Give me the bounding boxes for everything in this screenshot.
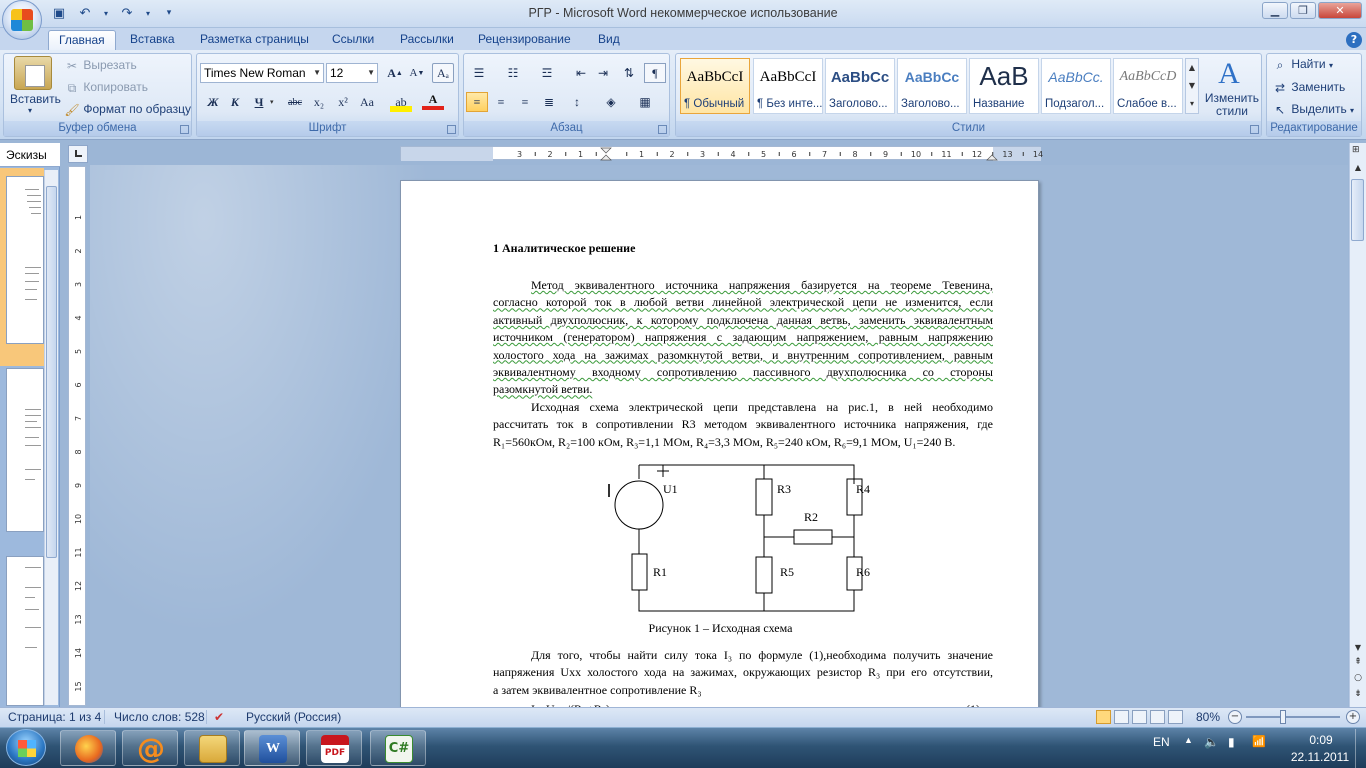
align-left-icon[interactable]: ≡ [466, 92, 488, 112]
page-thumbnail-3[interactable] [6, 556, 44, 706]
label-r5: R5 [780, 565, 795, 579]
circuit-diagram [601, 461, 871, 617]
ruler-ticks [69, 167, 87, 707]
view-buttons [1096, 710, 1188, 724]
resistor-r5 [756, 557, 772, 593]
thumbnails-scrollbar[interactable] [44, 170, 58, 705]
ruler-number: 13 [1002, 150, 1013, 159]
tab-page-layout[interactable]: Разметка страницы [200, 32, 309, 46]
text-line: Метод эквивалентного источника напряжения базируется на теореме Тевенина, [531, 278, 993, 292]
find-button[interactable] [1272, 57, 1333, 73]
style-label: Слабое в... [1117, 98, 1177, 110]
ruler-ticks [401, 147, 1044, 161]
ruler-number: 8 [852, 150, 858, 159]
taskbar-csharp[interactable] [370, 730, 426, 766]
style-label: Заголово... [829, 98, 888, 110]
ruler-tick [596, 152, 597, 156]
tab-references[interactable]: Ссылки [332, 32, 375, 46]
ruler-number: 5 [760, 150, 767, 159]
label-r6: R6 [855, 565, 870, 579]
align-center-icon[interactable]: ≡ [497, 94, 505, 109]
numbering-icon[interactable]: ☷ [507, 65, 519, 80]
ruler-number: 15 [74, 681, 83, 692]
chevron-down-icon: ▾ [1328, 61, 1333, 71]
ruler-tick [901, 152, 902, 156]
cursor-icon: ↖ [1274, 103, 1286, 117]
keyboard-language[interactable]: EN [1153, 735, 1170, 749]
minimize-button[interactable]: ▁ [1262, 2, 1288, 19]
start-button[interactable] [6, 729, 46, 766]
justify-icon[interactable]: ≣ [543, 94, 555, 109]
page-thumbnail-1[interactable] [6, 176, 44, 344]
taskbar-firefox[interactable] [60, 730, 116, 766]
browse-object-icon[interactable]: ○ [1354, 673, 1362, 683]
undo-icon[interactable]: ↶ [79, 5, 91, 21]
superscript-button[interactable]: x² [338, 94, 348, 109]
redo-dropdown-icon[interactable]: ▾ [145, 8, 150, 18]
taskbar-mail[interactable] [122, 730, 178, 766]
voltage-source-u1 [615, 481, 663, 529]
text-line: напряжения Uхх холостого хода на зажимах, окружающих резистор R₃ при его отсутствии, [493, 665, 993, 680]
tab-review[interactable]: Рецензирование [478, 32, 571, 46]
font-name-combo[interactable] [200, 63, 324, 83]
close-button[interactable]: ✕ [1318, 2, 1362, 19]
zoom-slider-thumb[interactable] [1280, 710, 1286, 724]
style-preview: AaB [979, 61, 1029, 91]
style-subtitle[interactable] [1041, 58, 1111, 114]
increase-indent-icon[interactable]: ⇥ [597, 65, 609, 80]
copy-button[interactable] [64, 80, 148, 96]
ruler-number: 11 [74, 547, 83, 558]
ruler-number: 6 [791, 150, 797, 159]
select-label: Выделить [1291, 102, 1347, 117]
window-title: РГР - Microsoft Word некоммерческое использование [528, 6, 838, 20]
paste-dropdown-icon[interactable]: ▾ [28, 106, 33, 115]
text-line: согласно которой ток в любой ветви линейной электрической цепи не изменится, если [493, 295, 993, 310]
resistor-r3 [756, 479, 772, 515]
paste-button[interactable]: Вставить [10, 92, 61, 106]
ruler-number: 7 [74, 415, 83, 422]
replace-label: Заменить [1291, 80, 1346, 95]
tab-view[interactable]: Вид [598, 32, 620, 46]
text-line: Исходная схема электрической цепи представлена на рис.1, в ней необходимо [531, 400, 993, 414]
outline-icon[interactable] [1150, 710, 1165, 724]
zoom-out-icon[interactable]: − [1228, 710, 1242, 724]
copy-label: Копировать [83, 80, 148, 95]
zoom-in-icon[interactable]: + [1346, 710, 1360, 724]
tab-insert[interactable]: Вставка [130, 32, 175, 46]
clipboard-group-label: Буфер обмена [4, 121, 191, 136]
ruler-number: 3 [516, 150, 523, 159]
pdf-icon: PDF [321, 735, 349, 763]
style-preview: AaBbCcD [1119, 69, 1177, 84]
text-line: R₁=560кОм, R₂=100 кОм, R₃=1,1 МОм, R₄=3,3 МОм, R₅=240 кОм, R₆=9,1 МОм, U₁=240 В. [493, 434, 956, 449]
find-label: Найти [1291, 57, 1326, 72]
style-heading-2[interactable] [897, 58, 967, 114]
taskbar-word[interactable] [244, 730, 300, 766]
ruler-tick [840, 152, 841, 156]
ruler-number: 10 [74, 513, 83, 525]
ruler-number: 1 [638, 150, 645, 159]
underline-dropdown-icon[interactable]: ▾ [270, 98, 274, 106]
italic-button[interactable]: К [230, 94, 240, 109]
copy-icon: ⧉ [67, 81, 77, 95]
paragraph-3 [493, 647, 993, 699]
styles-scroll[interactable]: ▲ ▼ ▾ [1185, 58, 1199, 114]
binoculars-icon: ⌕ [1276, 58, 1284, 72]
ruler-number: 5 [74, 348, 83, 355]
ruler-number: 13 [74, 614, 83, 625]
document-page[interactable] [400, 180, 1039, 710]
language-indicator[interactable]: Русский (Россия) [246, 710, 342, 724]
tab-mailings[interactable]: Рассылки [400, 32, 454, 46]
vertical-ruler[interactable] [68, 166, 86, 706]
borders-icon[interactable]: ▦ [639, 94, 651, 109]
text-line: Для того, чтобы найти силу тока I₃ по формуле (1),необходима получить значение [531, 648, 993, 662]
ruler-tick [870, 152, 871, 156]
zoom-slider[interactable] [1246, 716, 1340, 718]
font-color-icon[interactable]: A [422, 92, 444, 110]
word-count[interactable]: Число слов: 528 [114, 710, 205, 724]
chevron-down-icon: ▾ [1350, 106, 1355, 116]
ruler-number: 11 [941, 150, 952, 159]
paragraph-2 [493, 399, 993, 451]
ruler-number: 8 [74, 449, 83, 455]
ruler-tick [657, 152, 658, 156]
zoom-level[interactable]: 80% [1196, 710, 1221, 724]
font-name-value: Times New Roman [204, 66, 306, 80]
taskbar-pdf-reader[interactable] [306, 730, 362, 766]
ruler-tick [687, 152, 688, 156]
text-line: эквивалентному входному сопротивлению пассивного двухполюсника со стороны [493, 365, 993, 380]
ruler-number: 1 [74, 214, 83, 221]
folder-icon [199, 735, 227, 763]
network-icon[interactable]: 📶 [1252, 736, 1266, 748]
next-page-icon[interactable]: ⇟ [1354, 689, 1362, 699]
ruler-number: 4 [730, 150, 736, 159]
page-count[interactable]: Страница: 1 из 4 [8, 710, 102, 724]
editing-group-label: Редактирование [1267, 121, 1361, 136]
decrease-indent-icon[interactable]: ⇤ [575, 65, 587, 80]
ruler-number: 12 [74, 580, 83, 592]
ruler-tick [565, 152, 566, 156]
figure-caption: Рисунок 1 – Исходная схема [648, 621, 793, 635]
chevron-down-icon: ▼ [367, 68, 375, 77]
ruler-tick [809, 152, 810, 156]
undo-dropdown-icon[interactable]: ▾ [103, 8, 108, 18]
resistor-r2 [794, 530, 832, 544]
at-mail-icon: @ [137, 732, 165, 765]
multilevel-list-icon[interactable]: ☲ [541, 65, 553, 80]
scroll-down-icon[interactable]: ▼ [1354, 643, 1362, 652]
show-formatting-icon[interactable]: ¶ [644, 63, 666, 83]
dialog-launcher-icon[interactable] [658, 125, 667, 134]
ruler-number: 2 [669, 150, 675, 159]
replace-icon: ⇄ [1274, 81, 1286, 95]
bold-button[interactable]: Ж [207, 94, 219, 109]
cut-label: Вырезать [83, 58, 137, 73]
ruler-tick [718, 152, 719, 156]
scissors-icon: ✂ [66, 59, 78, 73]
style-label: Название [973, 98, 1025, 110]
format-painter-label: Формат по образцу [83, 102, 191, 117]
dialog-launcher-icon[interactable] [1250, 125, 1259, 134]
clock-date[interactable]: 22.11.2011 [1290, 750, 1350, 764]
draft-icon[interactable] [1168, 710, 1183, 724]
thumbnails-title: Эскизы [0, 143, 60, 167]
word-icon: W [259, 735, 287, 763]
tab-selector[interactable] [68, 145, 88, 163]
ruler-toggle-icon[interactable]: ⊞ [1352, 145, 1360, 155]
resistor-r1 [632, 554, 647, 590]
maximize-button[interactable]: ❐ [1290, 2, 1316, 19]
style-preview: AaBbCc [904, 69, 960, 85]
ruler-tick [535, 152, 536, 156]
tab-home[interactable]: Главная [48, 30, 116, 50]
ruler-number: 6 [74, 382, 83, 388]
label-u1: U1 [663, 482, 678, 496]
full-screen-reading-icon[interactable] [1114, 710, 1129, 724]
scroll-up-icon[interactable]: ▲ [1354, 163, 1362, 172]
save-icon[interactable]: ▣ [52, 5, 66, 21]
volume-icon[interactable]: 🔈 [1204, 735, 1219, 749]
highlight-icon[interactable]: ab [390, 92, 412, 112]
ruler-number: 9 [882, 150, 889, 159]
ruler-number: 2 [74, 248, 83, 254]
office-logo-icon [11, 9, 33, 31]
show-hidden-icons[interactable]: ▲ [1184, 735, 1193, 745]
page-thumbnail-2[interactable] [6, 368, 44, 532]
section-heading: 1 Аналитическое решение [493, 241, 636, 255]
style-label: Подзагол... [1045, 98, 1105, 110]
show-desktop-button[interactable] [1355, 729, 1366, 768]
style-label: Заголово... [901, 98, 960, 110]
bullets-icon[interactable]: ☰ [473, 65, 485, 80]
paragraph-1 [493, 277, 993, 399]
battery-icon[interactable]: ▮ [1228, 735, 1235, 749]
style-label: ¶ Без инте... [757, 98, 823, 110]
style-label: ¶ Обычный [684, 98, 745, 110]
underline-button[interactable]: Ч [254, 94, 264, 109]
text-line: источником (генератором) напряжения с задающим напряжением, равным напряжению [493, 330, 993, 345]
clock-time[interactable]: 0:09 [1309, 733, 1333, 747]
text-line: а затем эквивалентное сопротивление R₃ [493, 682, 702, 697]
text-line: активный двухполюсник, к которому подключена данная ветвь, заменить эквивалентным [493, 312, 993, 327]
taskbar-explorer[interactable] [184, 730, 240, 766]
ruler-tick [748, 152, 749, 156]
csharp-icon: C# [385, 735, 413, 763]
change-styles-button[interactable]: Изменить стили [1204, 91, 1260, 118]
ruler-tick [1023, 152, 1024, 156]
label-r3: R3 [777, 482, 792, 496]
change-case-button[interactable]: Aa [360, 94, 374, 109]
text-line: холостого хода на зажимах разомкнутой ветви, и внутренним сопротивлением, равным [493, 347, 993, 362]
align-right-icon[interactable]: ≡ [521, 94, 529, 109]
ruler-tick [779, 152, 780, 156]
office-button[interactable] [2, 0, 42, 40]
ruler-tick [931, 152, 932, 156]
ruler-tick [962, 152, 963, 156]
sort-icon[interactable]: ⇅ [623, 65, 635, 80]
dialog-launcher-icon[interactable] [180, 125, 189, 134]
label-r4: R4 [855, 482, 870, 496]
ruler-number: 10 [910, 150, 922, 159]
firefox-icon [75, 735, 103, 763]
customize-qat-icon[interactable]: ▾ [166, 8, 172, 18]
style-title[interactable] [969, 58, 1039, 114]
vertical-scrollbar[interactable] [1349, 143, 1366, 708]
ruler-number: 12 [971, 150, 983, 159]
label-r1: R1 [653, 565, 668, 579]
select-button[interactable] [1272, 102, 1354, 118]
chevron-down-icon: ▼ [313, 68, 321, 77]
grow-font-icon[interactable]: A ▲ [387, 65, 403, 80]
style-no-spacing[interactable] [753, 58, 823, 114]
ruler-number: 7 [821, 150, 828, 159]
format-painter-button[interactable] [64, 102, 191, 118]
shrink-font-icon[interactable]: A ▼ [409, 67, 425, 79]
font-size-value: 12 [330, 66, 344, 80]
ruler-number: 9 [74, 482, 83, 489]
style-normal[interactable] [680, 58, 750, 114]
shading-icon[interactable]: ◈ [606, 94, 616, 109]
paste-icon[interactable] [14, 56, 52, 90]
ruler-number: 14 [1032, 150, 1044, 159]
font-size-combo[interactable] [326, 63, 378, 83]
ruler-number: 3 [699, 150, 706, 159]
style-preview: AaBbCc. [1048, 69, 1104, 85]
font-group-label: Шрифт [197, 121, 458, 136]
brush-icon: 🖌 [64, 103, 80, 117]
ruler-number: 1 [577, 150, 584, 159]
help-icon[interactable]: ? [1346, 32, 1362, 48]
ruler-number: 3 [74, 281, 83, 288]
ruler-number: 4 [74, 315, 83, 321]
print-layout-icon[interactable] [1096, 710, 1111, 724]
strikethrough-button[interactable]: abc [288, 96, 302, 108]
horizontal-ruler[interactable] [400, 146, 1044, 160]
subscript-button[interactable]: x₂ [313, 94, 325, 109]
style-preview: AaBbCcI [759, 69, 817, 85]
web-layout-icon[interactable] [1132, 710, 1147, 724]
style-subtle-emphasis[interactable] [1113, 58, 1183, 114]
ruler-tick [626, 152, 627, 156]
style-heading-1[interactable] [825, 58, 895, 114]
paragraph-group-label: Абзац [464, 121, 669, 136]
text-line: разомкнутой ветви. [493, 382, 593, 397]
replace-button[interactable] [1272, 80, 1345, 96]
ruler-number: 14 [74, 647, 83, 659]
styles-group-label: Стили [676, 121, 1261, 136]
text-line: рассчитать ток в сопротивлении R3 методом эквивалентного источника напряжения, где [493, 417, 993, 432]
change-styles-icon[interactable]: A [1218, 57, 1240, 90]
proofing-icon[interactable]: ✔ [214, 710, 225, 724]
dialog-launcher-icon[interactable] [447, 125, 456, 134]
scroll-thumb[interactable] [1351, 179, 1364, 241]
style-preview: AaBbCc [830, 69, 890, 86]
windows-logo-icon [18, 740, 36, 757]
clear-format-icon[interactable]: Aₐ [432, 63, 454, 83]
label-r2: R2 [804, 510, 819, 524]
cut-button[interactable] [64, 58, 137, 74]
style-preview: AaBbCcI [686, 69, 744, 85]
line-spacing-icon[interactable]: ↕ [574, 94, 580, 109]
ruler-number: 2 [547, 150, 553, 159]
prev-page-icon[interactable]: ⇞ [1354, 657, 1362, 667]
redo-icon[interactable]: ↷ [121, 5, 133, 21]
scroll-thumb[interactable] [46, 186, 57, 558]
